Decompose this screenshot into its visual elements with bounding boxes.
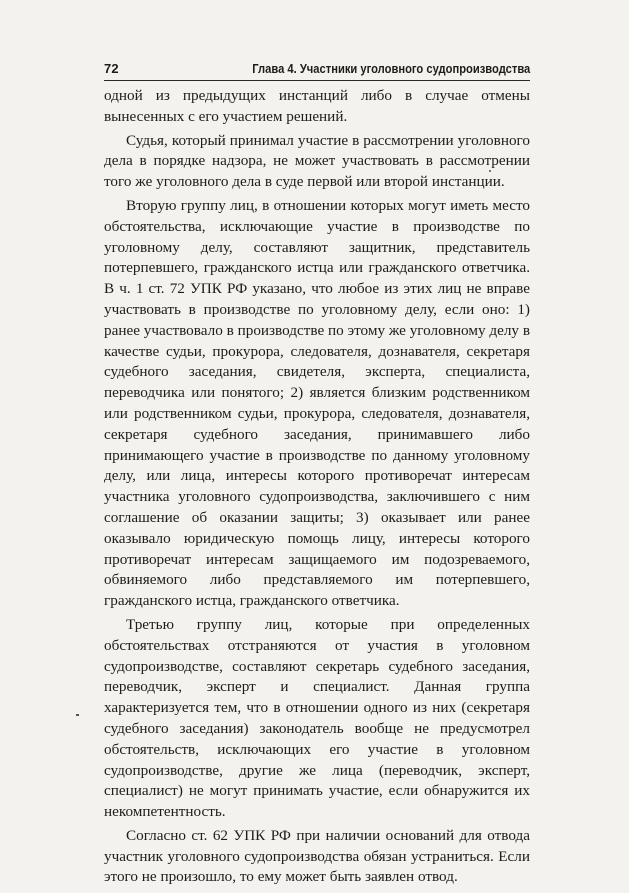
chapter-title: Глава 4. Участники уголовного судопроизводства — [251, 61, 530, 76]
page-number: 72 — [104, 61, 119, 76]
running-header — [104, 60, 530, 81]
paragraph-judge-supervision: Судья, который принимал участие в рассмотрении уголовного дела в порядке надзора, не может участвовать в рассмотрении того же уголовного дела в суде первой или второй инстанции. — [104, 131, 530, 191]
paragraph-continuation: одной из предыдущих инстанций либо в случае отмены вынесенных с его участием решений. — [104, 87, 530, 125]
paragraph-third-group: Третью группу лиц, которые при определенных обстоятельствах отстраняются от участия в уголовном судопроизводстве, составляют секретарь судебного заседания, переводчик, эксперт и специалист. Данная группа характеризуется тем, что в отношении одного из них (секретаря судебного заседания) законодатель вообще не предусмотрел обстоятельств, исключающих его участие в уголовном судопроизводстве, другие же лица (переводчик, эксперт, специалист) не могут принимать участие, если обнаружится их некомпетентность. — [104, 615, 530, 821]
paragraph-second-group: Вторую группу лиц, в отношении которых могут иметь место обстоятельства, исключающие участие в производстве по уголовному делу, составляют защитник, представитель потерпевшего, гражданского истца или гражданского ответчика. В ч. 1 ст. 72 УПК РФ указано, что любое из этих лиц не вправе участвовать в производстве по уголовному делу, если оно: 1) ранее участвовало в производстве по этому же уголовному делу в качестве судьи, прокурора, следователя, дознавателя, секретаря судебного заседания, свидетеля, эксперта, специалиста, переводчика или понятого; 2) является близким родственником или родственником судьи, прокурора, следователя, дознавателя, секретаря судебного заседания, принимавшего либо принимающего участие в производстве по данному уголовному делу, или лица, интересы которого противоречат интересам участника уголовного судопроизводства, заключившего с ним соглашение об оказании защиты; 3) оказывает или ранее оказывало юридическую помощь лицу, интересы которого противоречат интересам защищаемого им подозреваемого, обвиняемого либо представляемого им потерпевшего, гражданского истца, гражданского ответчика. — [104, 196, 530, 610]
paragraph-recusal: Согласно ст. 62 УПК РФ при наличии оснований для отвода участник уголовного судопроизводства обязан устраниться. Если этого не произошло, то ему может быть заявлен отвод. — [104, 826, 530, 886]
scan-artifact — [489, 170, 491, 172]
body-text — [104, 86, 530, 891]
scan-artifact — [76, 714, 79, 716]
